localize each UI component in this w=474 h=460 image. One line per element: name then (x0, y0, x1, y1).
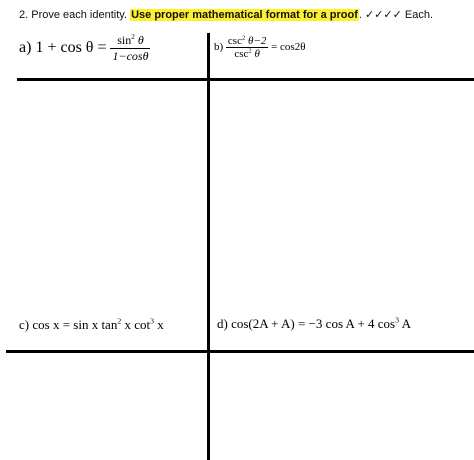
problem-a-numerator: $\sin^2 \theta$ (110, 33, 150, 49)
problem-b-rhs: = cos2θ (271, 41, 306, 54)
problem-b-fraction (226, 35, 268, 60)
problem-a-denominator: 1−cosθ (112, 49, 149, 63)
problem-a-label: a) (19, 39, 32, 57)
problem-c: c) cos x = sin x $\tan^2 x$ $\cot^3 x$ (19, 316, 164, 332)
vertical-divider (207, 33, 210, 460)
instruction-text (19, 8, 433, 21)
problem-b-numerator: $\csc^2 \theta-2$ (227, 34, 267, 47)
instruction-highlight: Use proper mathematical format for a proof (131, 9, 358, 21)
problem-b-label: b) (214, 41, 224, 54)
problem-a (19, 33, 150, 64)
problem-d-label: d) (217, 316, 228, 331)
problem-b-denominator: $\csc^2 \theta$ (234, 47, 260, 60)
problem-a-lhs: 1 + cos θ = (35, 39, 107, 57)
instruction-prefix: 2. Prove each identity. (19, 9, 131, 21)
instruction-suffix: . ✓✓✓✓ Each. (358, 9, 434, 21)
problem-a-fraction (110, 33, 150, 64)
problem-d: d) cos(2A + A) = −3 cos A + 4 $\cos^3 A$ (217, 315, 411, 331)
horizontal-divider-middle (6, 350, 474, 353)
horizontal-divider-top (17, 78, 474, 81)
problem-c-label: c) (19, 317, 30, 332)
problem-b (214, 35, 305, 60)
